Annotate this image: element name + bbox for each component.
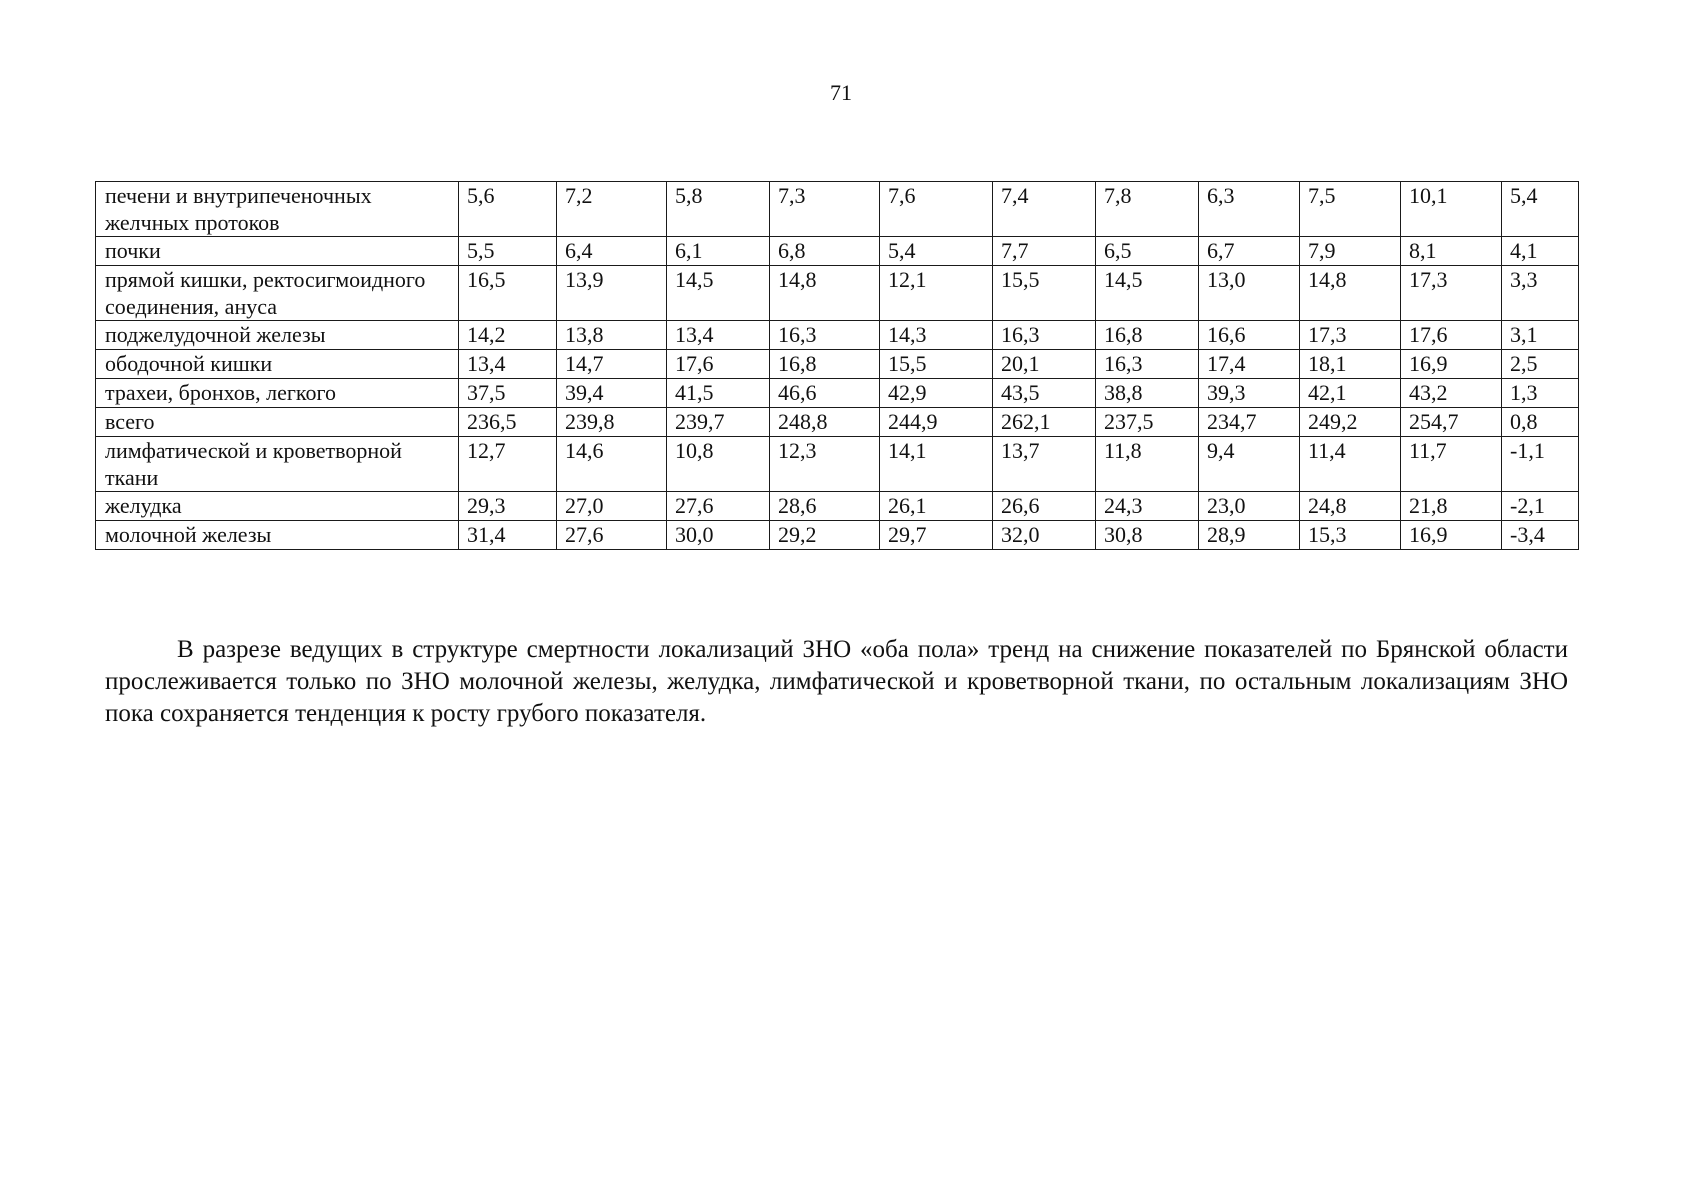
table-cell: -1,1 [1502, 437, 1579, 492]
table-cell: 254,7 [1401, 408, 1502, 437]
table-cell: 10,1 [1401, 182, 1502, 237]
table-cell: 24,8 [1300, 492, 1401, 521]
table-cell: 11,4 [1300, 437, 1401, 492]
table-cell: 8,1 [1401, 237, 1502, 266]
table-cell: 237,5 [1096, 408, 1199, 437]
table-cell: 249,2 [1300, 408, 1401, 437]
table-cell: 17,3 [1300, 321, 1401, 350]
table-cell: 23,0 [1199, 492, 1300, 521]
table-cell: 13,4 [667, 321, 770, 350]
table-cell: 262,1 [993, 408, 1096, 437]
body-paragraph: В разрезе ведущих в структуре смертности локализаций ЗНО «оба пола» тренд на снижение показателей по Брянской области прослеживается только по ЗНО молочной железы, желудка, лимфатической и кроветворной ткани, по остальным локализациям ЗНО пока сохраняется тенденция к росту грубого показателя. [105, 636, 1568, 727]
table-cell: 239,8 [557, 408, 667, 437]
table-row [96, 237, 1579, 266]
table-cell: 31,4 [459, 521, 557, 550]
table-cell: 20,1 [993, 350, 1096, 379]
table-cell: 27,6 [557, 521, 667, 550]
table-cell: 14,7 [557, 350, 667, 379]
table-cell: 14,5 [1096, 266, 1199, 321]
table-cell: 7,8 [1096, 182, 1199, 237]
table-cell: 5,6 [459, 182, 557, 237]
table-cell: 16,3 [1096, 350, 1199, 379]
table-row [96, 379, 1579, 408]
table-cell: 234,7 [1199, 408, 1300, 437]
table-cell: 7,3 [770, 182, 880, 237]
row-label: ободочной кишки [96, 350, 459, 379]
table-cell: 15,5 [880, 350, 993, 379]
table-cell: 15,5 [993, 266, 1096, 321]
table-cell: 6,5 [1096, 237, 1199, 266]
table-cell: 7,5 [1300, 182, 1401, 237]
table-cell: 39,3 [1199, 379, 1300, 408]
table-cell: 14,5 [667, 266, 770, 321]
table-cell: 16,6 [1199, 321, 1300, 350]
table-cell: -3,4 [1502, 521, 1579, 550]
table-cell: 16,3 [770, 321, 880, 350]
table-cell: 16,8 [770, 350, 880, 379]
row-label: почки [96, 237, 459, 266]
table-cell: 16,3 [993, 321, 1096, 350]
table-cell: 13,7 [993, 437, 1096, 492]
table-cell: 17,3 [1401, 266, 1502, 321]
table-cell: 13,4 [459, 350, 557, 379]
table-cell: 17,6 [667, 350, 770, 379]
table-cell: 6,4 [557, 237, 667, 266]
table-cell: 7,2 [557, 182, 667, 237]
table-cell: 248,8 [770, 408, 880, 437]
table-cell: 12,3 [770, 437, 880, 492]
table-cell: 5,8 [667, 182, 770, 237]
table-cell: 244,9 [880, 408, 993, 437]
table-cell: 3,1 [1502, 321, 1579, 350]
table-cell: 1,3 [1502, 379, 1579, 408]
mortality-table [95, 181, 1579, 550]
table-cell: 236,5 [459, 408, 557, 437]
table-cell: 28,9 [1199, 521, 1300, 550]
table-cell: 9,4 [1199, 437, 1300, 492]
table-cell: 6,3 [1199, 182, 1300, 237]
table-row [96, 266, 1579, 321]
table-cell: 239,7 [667, 408, 770, 437]
table-cell: 4,1 [1502, 237, 1579, 266]
table-cell: 7,4 [993, 182, 1096, 237]
table-cell: 12,7 [459, 437, 557, 492]
table-cell: 14,3 [880, 321, 993, 350]
table-cell: 6,8 [770, 237, 880, 266]
table-cell: 15,3 [1300, 521, 1401, 550]
table-cell: 14,6 [557, 437, 667, 492]
table-cell: 6,7 [1199, 237, 1300, 266]
table-cell: -2,1 [1502, 492, 1579, 521]
table-cell: 41,5 [667, 379, 770, 408]
table-cell: 16,5 [459, 266, 557, 321]
table-cell: 38,8 [1096, 379, 1199, 408]
table-cell: 7,6 [880, 182, 993, 237]
row-label: поджелудочной железы [96, 321, 459, 350]
table-cell: 5,5 [459, 237, 557, 266]
row-label: желудка [96, 492, 459, 521]
table-cell: 2,5 [1502, 350, 1579, 379]
table-cell: 16,9 [1401, 521, 1502, 550]
table-cell: 13,9 [557, 266, 667, 321]
table-cell: 27,6 [667, 492, 770, 521]
table-cell: 30,0 [667, 521, 770, 550]
table-cell: 24,3 [1096, 492, 1199, 521]
page-number: 71 [830, 80, 852, 105]
row-label: прямой кишки, ректосигмоидного соединения, ануса [96, 266, 459, 321]
table-cell: 16,9 [1401, 350, 1502, 379]
table-cell: 14,1 [880, 437, 993, 492]
table-cell: 32,0 [993, 521, 1096, 550]
table-cell: 6,1 [667, 237, 770, 266]
row-label: всего [96, 408, 459, 437]
table-cell: 42,1 [1300, 379, 1401, 408]
table-cell: 43,5 [993, 379, 1096, 408]
table-cell: 11,8 [1096, 437, 1199, 492]
table-cell: 14,2 [459, 321, 557, 350]
table-cell: 43,2 [1401, 379, 1502, 408]
table-cell: 16,8 [1096, 321, 1199, 350]
table-cell: 7,9 [1300, 237, 1401, 266]
row-label: трахеи, бронхов, легкого [96, 379, 459, 408]
table-cell: 14,8 [1300, 266, 1401, 321]
table-cell: 42,9 [880, 379, 993, 408]
table-cell: 5,4 [880, 237, 993, 266]
table-cell: 0,8 [1502, 408, 1579, 437]
table-cell: 3,3 [1502, 266, 1579, 321]
table-cell: 37,5 [459, 379, 557, 408]
table-cell: 28,6 [770, 492, 880, 521]
table-cell: 46,6 [770, 379, 880, 408]
table-cell: 12,1 [880, 266, 993, 321]
table-cell: 26,1 [880, 492, 993, 521]
table-cell: 11,7 [1401, 437, 1502, 492]
table-cell: 29,3 [459, 492, 557, 521]
table-cell: 29,2 [770, 521, 880, 550]
table-row [96, 321, 1579, 350]
table-row [96, 350, 1579, 379]
table-cell: 17,4 [1199, 350, 1300, 379]
table-cell: 27,0 [557, 492, 667, 521]
row-label: лимфатической и кроветворной ткани [96, 437, 459, 492]
table-cell: 10,8 [667, 437, 770, 492]
table-cell: 5,4 [1502, 182, 1579, 237]
table-cell: 18,1 [1300, 350, 1401, 379]
table-cell: 7,7 [993, 237, 1096, 266]
table-cell: 26,6 [993, 492, 1096, 521]
table-cell: 17,6 [1401, 321, 1502, 350]
table-row [96, 521, 1579, 550]
table-cell: 13,8 [557, 321, 667, 350]
table-cell: 30,8 [1096, 521, 1199, 550]
table-row [96, 408, 1579, 437]
table-row [96, 182, 1579, 237]
table-body [96, 182, 1579, 550]
table-cell: 14,8 [770, 266, 880, 321]
table-row [96, 492, 1579, 521]
row-label: печени и внутрипеченочных желчных протоков [96, 182, 459, 237]
table-row [96, 437, 1579, 492]
table-cell: 21,8 [1401, 492, 1502, 521]
row-label: молочной железы [96, 521, 459, 550]
table-cell: 13,0 [1199, 266, 1300, 321]
table-cell: 39,4 [557, 379, 667, 408]
table-cell: 29,7 [880, 521, 993, 550]
